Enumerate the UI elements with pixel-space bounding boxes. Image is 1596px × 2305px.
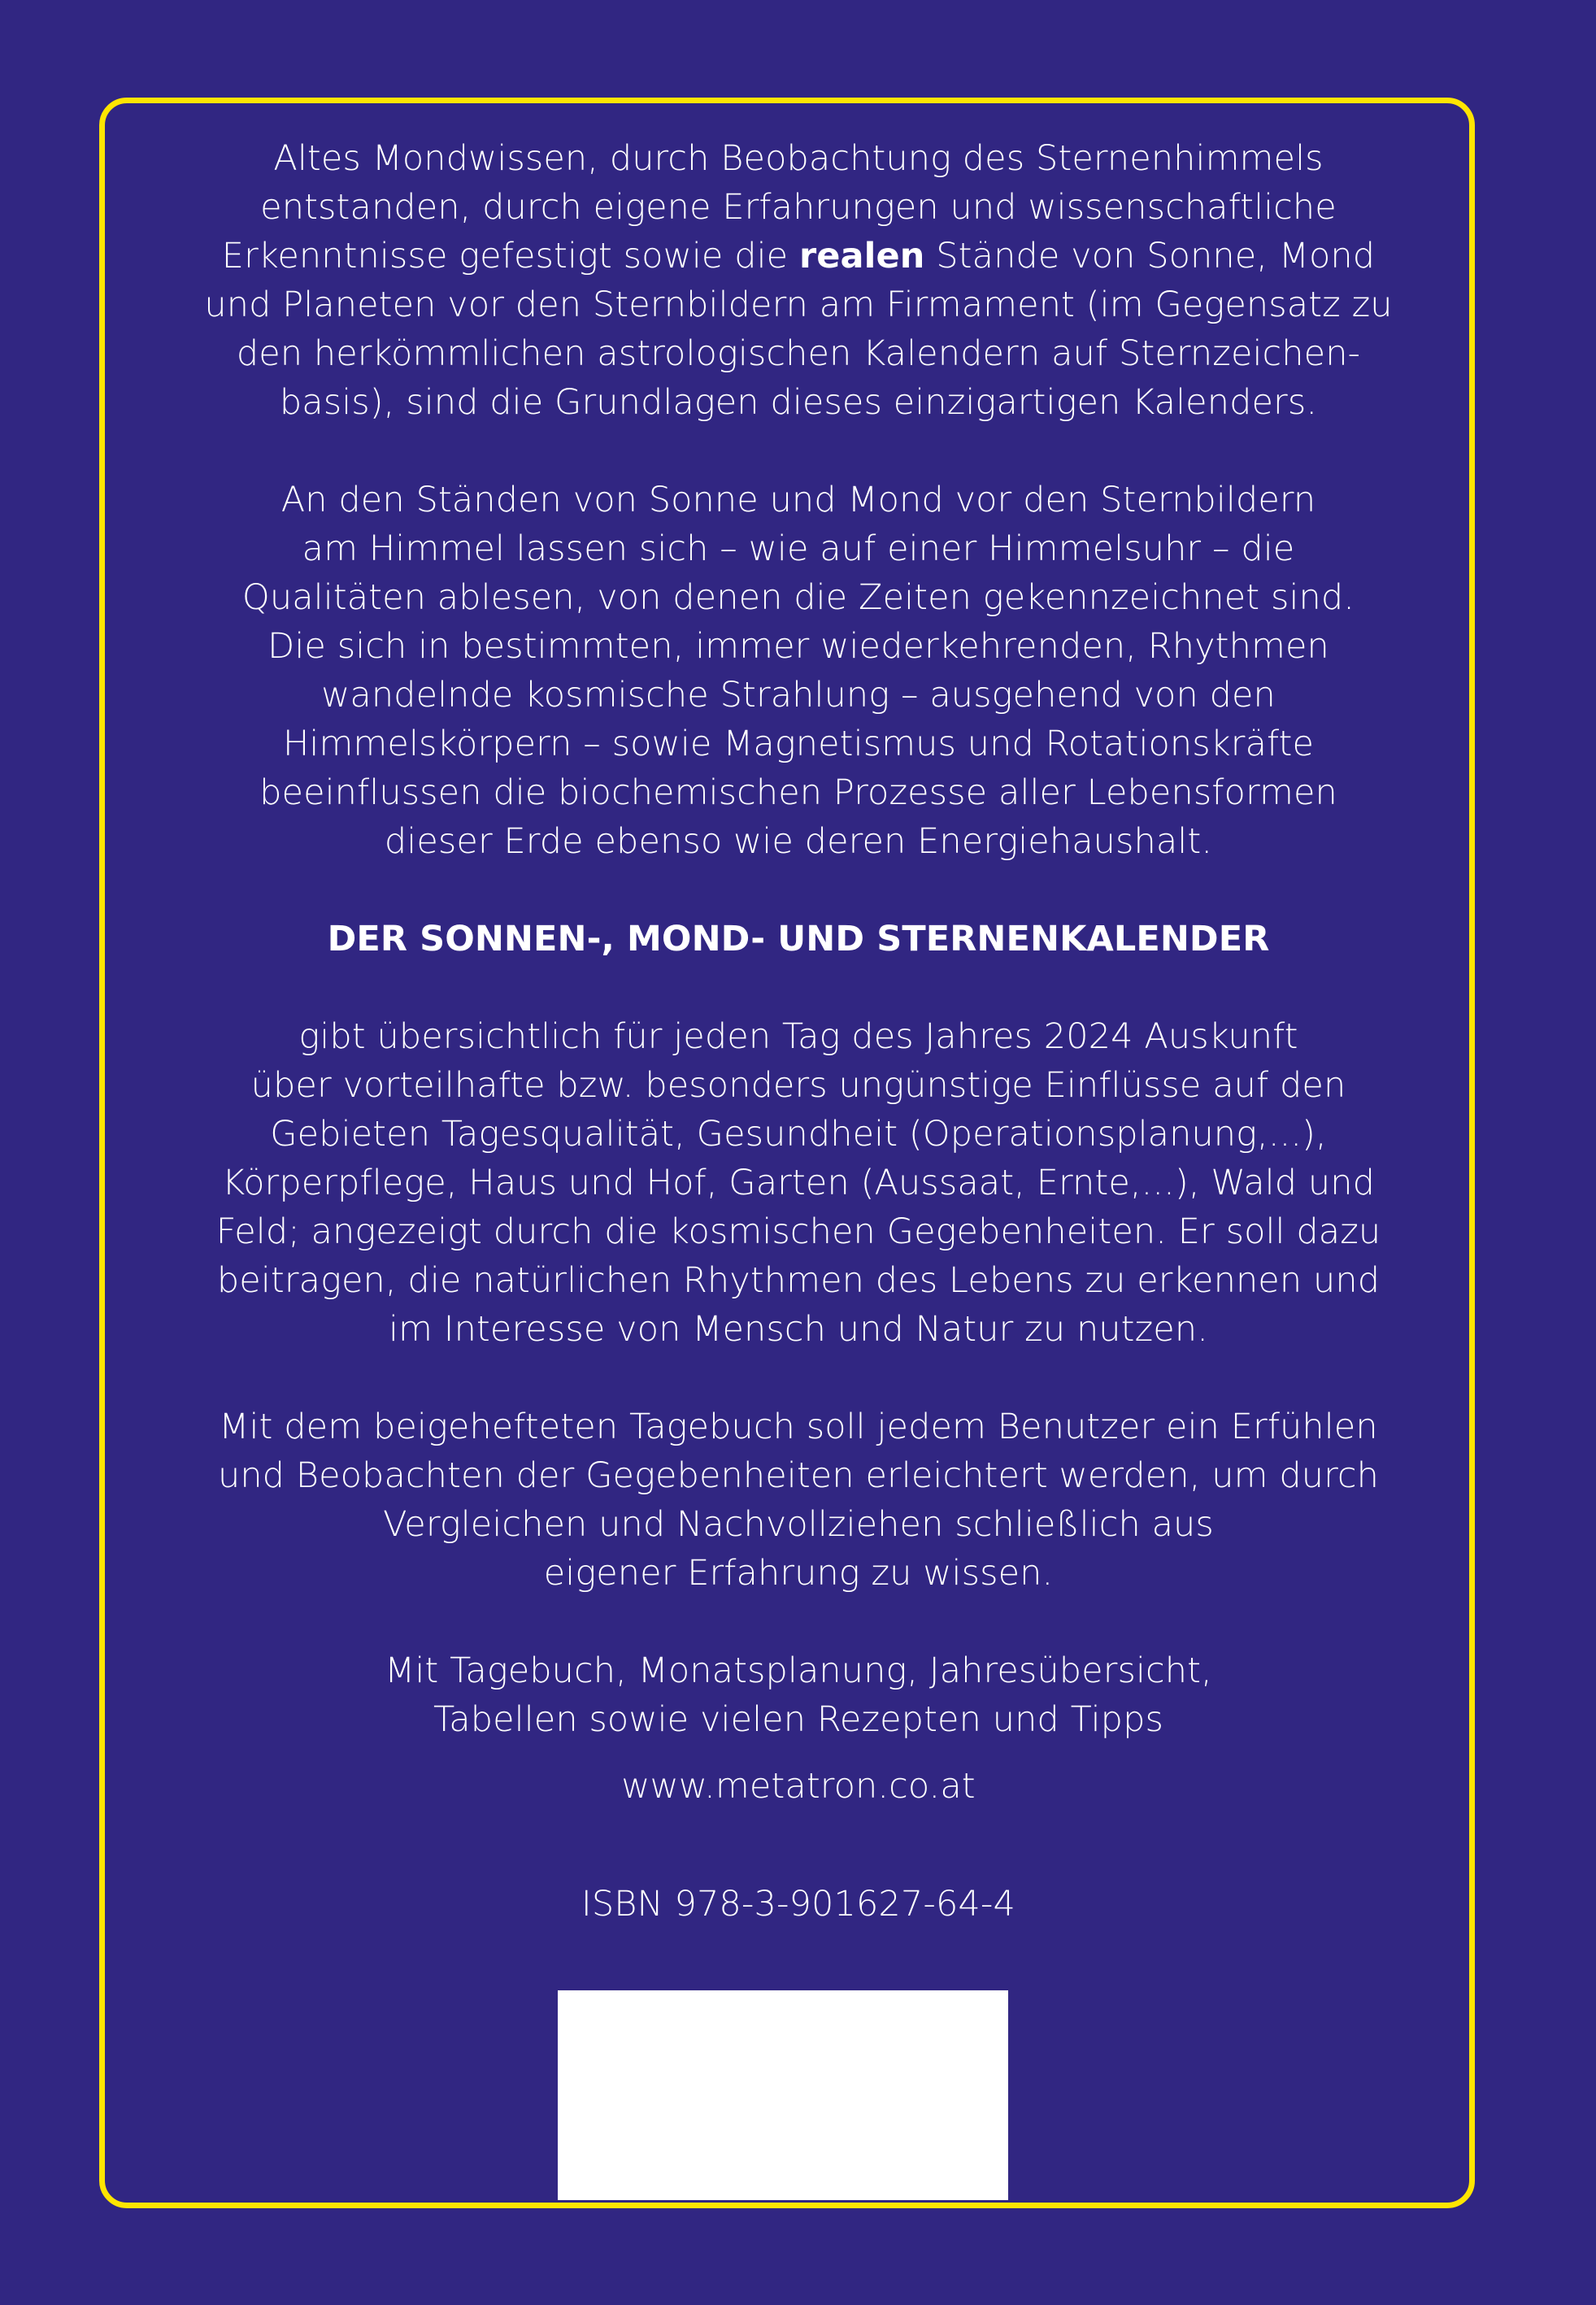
text-line: den herkömmlichen astrologischen Kalendern auf Sternzeichen- xyxy=(236,333,1361,374)
text-line: wandelnde kosmische Strahlung – ausgehend von den xyxy=(321,675,1276,715)
isbn-text: ISBN 978-3-901627-64-4 xyxy=(581,1884,1015,1924)
text-line: Feld; angezeigt durch die kosmischen Gegebenheiten. Er soll dazu xyxy=(215,1211,1381,1252)
celestial-paragraph xyxy=(146,476,1450,866)
text-line: Himmelskörpern – sowie Magnetismus und Rotationskräfte xyxy=(282,724,1315,764)
url-text: www.metatron.co.at xyxy=(621,1766,976,1807)
features-paragraph xyxy=(146,1646,1450,1744)
text-line: An den Ständen von Sonne und Mond vor den Sternbildern xyxy=(280,480,1316,520)
diary-paragraph xyxy=(146,1403,1450,1598)
text-line: beeinflussen die biochemischen Prozesse aller Lebensformen xyxy=(259,772,1337,813)
text-line: und Beobachten der Gegebenheiten erleichtert werden, um durch xyxy=(217,1455,1380,1496)
text-line: Mit Tagebuch, Monatsplanung, Jahresübersicht, xyxy=(385,1650,1212,1691)
text-line: dieser Erde ebenso wie deren Energiehaushalt. xyxy=(384,821,1213,862)
calendar-heading xyxy=(146,915,1450,963)
text-line: und Planeten vor den Sternbildern am Firmament (im Gegensatz zu xyxy=(204,285,1393,325)
text-line: über vorteilhafte bzw. besonders ungünstige Einflüsse auf den xyxy=(250,1065,1346,1106)
text-line: Qualitäten ablesen, von denen die Zeiten gekennzeichnet sind. xyxy=(241,577,1355,618)
barcode-placeholder xyxy=(558,1990,1008,2200)
text-line: Vergleichen und Nachvollziehen schließlich aus xyxy=(383,1504,1214,1545)
emphasis-realen: realen xyxy=(798,236,925,276)
text-fragment: Erkenntnisse gefestigt sowie die xyxy=(221,236,799,276)
text-line: Die sich in bestimmten, immer wiederkehrenden, Rhythmen xyxy=(267,626,1329,667)
text-line: am Himmel lassen sich – wie auf einer Himmelsuhr – die xyxy=(302,528,1295,569)
website-url xyxy=(146,1762,1450,1811)
text-line: Altes Mondwissen, durch Beobachtung des Sternenhimmels xyxy=(273,138,1324,179)
back-cover-text xyxy=(146,134,1450,1929)
calendar-description-paragraph xyxy=(146,1012,1450,1354)
heading-text: DER SONNEN-, MOND- UND STERNENKALENDER xyxy=(327,919,1270,959)
text-line: gibt übersichtlich für jeden Tag des Jahres 2024 Auskunft xyxy=(298,1016,1298,1057)
text-line: Tabellen sowie vielen Rezepten und Tipps xyxy=(433,1699,1163,1740)
text-line xyxy=(146,232,1450,281)
text-fragment: Stände von Sonne, Mond xyxy=(924,236,1376,276)
text-line: basis), sind die Grundlagen dieses einzigartigen Kalenders. xyxy=(279,382,1318,423)
intro-paragraph xyxy=(146,134,1450,427)
text-line: im Interesse von Mensch und Natur zu nutzen. xyxy=(389,1309,1208,1350)
text-line: Mit dem beigehefteten Tagebuch soll jedem Benutzer ein Erfühlen xyxy=(219,1407,1378,1447)
text-line: entstanden, durch eigene Erfahrungen und wissenschaftliche xyxy=(260,187,1337,228)
text-line: Körperpflege, Haus und Hof, Garten (Aussaat, Ernte,...), Wald und xyxy=(221,1163,1375,1203)
text-line: eigener Erfahrung zu wissen. xyxy=(543,1553,1054,1594)
isbn-number xyxy=(146,1880,1450,1929)
text-line: Gebieten Tagesqualität, Gesundheit (Operationsplanung,...), xyxy=(270,1114,1327,1155)
text-line: beitragen, die natürlichen Rhythmen des Lebens zu erkennen und xyxy=(216,1260,1381,1301)
